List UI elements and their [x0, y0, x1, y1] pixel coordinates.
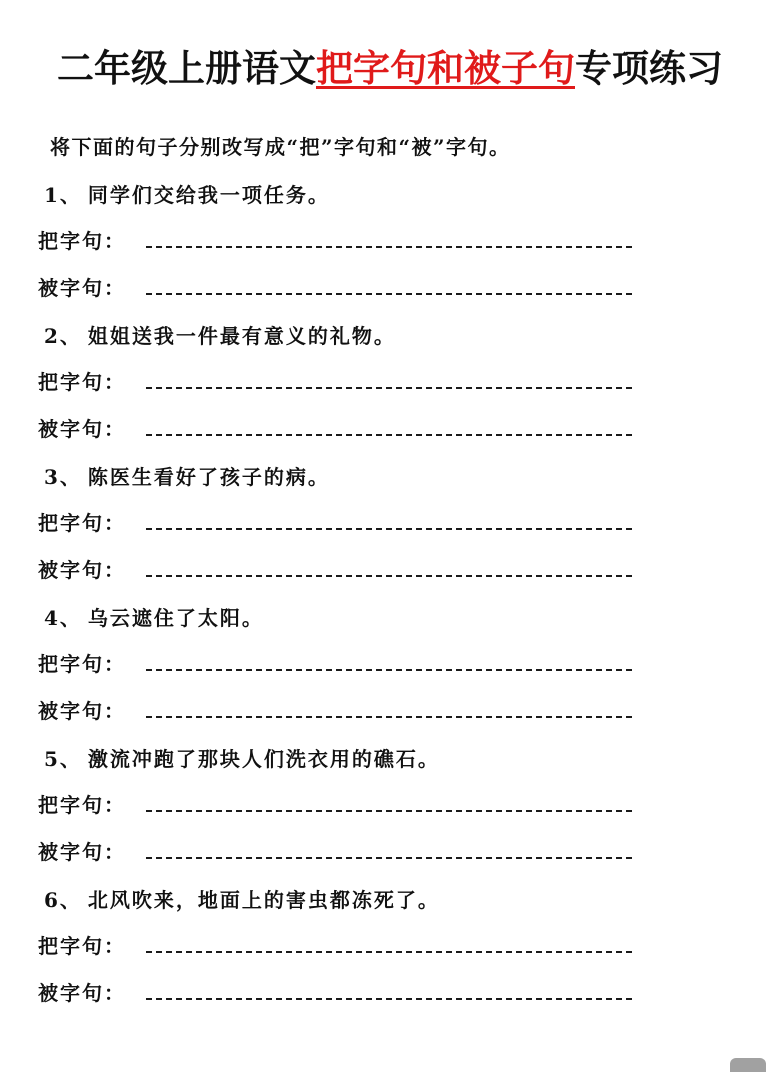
ba-label: 把字句：	[38, 934, 126, 958]
question-text: 激流冲跑了那块人们洗衣用的礁石。	[87, 747, 440, 771]
title-part-2: 专项练习	[575, 47, 723, 90]
bei-label: 被字句：	[38, 558, 126, 582]
question-sentence	[44, 744, 440, 774]
question-item	[0, 744, 780, 885]
bei-answer-line[interactable]	[146, 857, 632, 859]
instruction-text: 将下面的句子分别改写成“把”字句和“被”字句。	[50, 135, 511, 159]
ba-answer-row	[38, 647, 638, 681]
question-number: 6、	[44, 888, 82, 912]
question-sentence	[44, 180, 330, 210]
page-title	[0, 44, 780, 94]
question-number: 2、	[44, 324, 82, 348]
bei-answer-row	[38, 694, 638, 728]
ba-label: 把字句：	[38, 793, 126, 817]
question-text: 乌云遮住了太阳。	[87, 606, 264, 630]
ba-answer-row	[38, 224, 638, 258]
question-number: 1、	[44, 183, 82, 207]
ba-label: 把字句：	[38, 229, 126, 253]
question-sentence	[44, 321, 396, 351]
title-highlight: 把字句和被子句	[316, 47, 575, 90]
ba-answer-row	[38, 506, 638, 540]
bei-answer-row	[38, 412, 638, 446]
ba-answer-line[interactable]	[146, 528, 632, 530]
ba-label: 把字句：	[38, 652, 126, 676]
title-part-1: 二年级上册语文	[57, 47, 316, 90]
bei-answer-line[interactable]	[146, 293, 632, 295]
ba-answer-row	[38, 365, 638, 399]
question-item	[0, 462, 780, 603]
bei-answer-row	[38, 271, 638, 305]
question-text: 同学们交给我一项任务。	[87, 183, 330, 207]
bei-answer-row	[38, 553, 638, 587]
bei-answer-line[interactable]	[146, 575, 632, 577]
ba-answer-line[interactable]	[146, 387, 632, 389]
ba-label: 把字句：	[38, 370, 126, 394]
question-sentence	[44, 603, 264, 633]
bei-label: 被字句：	[38, 981, 126, 1005]
ba-answer-line[interactable]	[146, 669, 632, 671]
question-item	[0, 603, 780, 744]
question-sentence	[44, 462, 330, 492]
bei-answer-row	[38, 976, 638, 1010]
question-text: 姐姐送我一件最有意义的礼物。	[87, 324, 396, 348]
ba-answer-line[interactable]	[146, 246, 632, 248]
question-text: 陈医生看好了孩子的病。	[87, 465, 330, 489]
question-number: 3、	[44, 465, 82, 489]
ba-answer-line[interactable]	[146, 951, 632, 953]
ba-answer-row	[38, 929, 638, 963]
bei-answer-line[interactable]	[146, 434, 632, 436]
bei-label: 被字句：	[38, 840, 126, 864]
bei-label: 被字句：	[38, 699, 126, 723]
page-corner-badge	[730, 1058, 766, 1072]
question-sentence	[44, 885, 440, 915]
bei-answer-row	[38, 835, 638, 869]
bei-answer-line[interactable]	[146, 998, 632, 1000]
bei-label: 被字句：	[38, 417, 126, 441]
question-number: 4、	[44, 606, 82, 630]
question-number: 5、	[44, 747, 82, 771]
ba-answer-line[interactable]	[146, 810, 632, 812]
question-item	[0, 180, 780, 321]
question-item	[0, 885, 780, 1026]
bei-label: 被字句：	[38, 276, 126, 300]
question-text: 北风吹来，地面上的害虫都冻死了。	[87, 888, 440, 912]
ba-answer-row	[38, 788, 638, 822]
bei-answer-line[interactable]	[146, 716, 632, 718]
question-item	[0, 321, 780, 462]
ba-label: 把字句：	[38, 511, 126, 535]
